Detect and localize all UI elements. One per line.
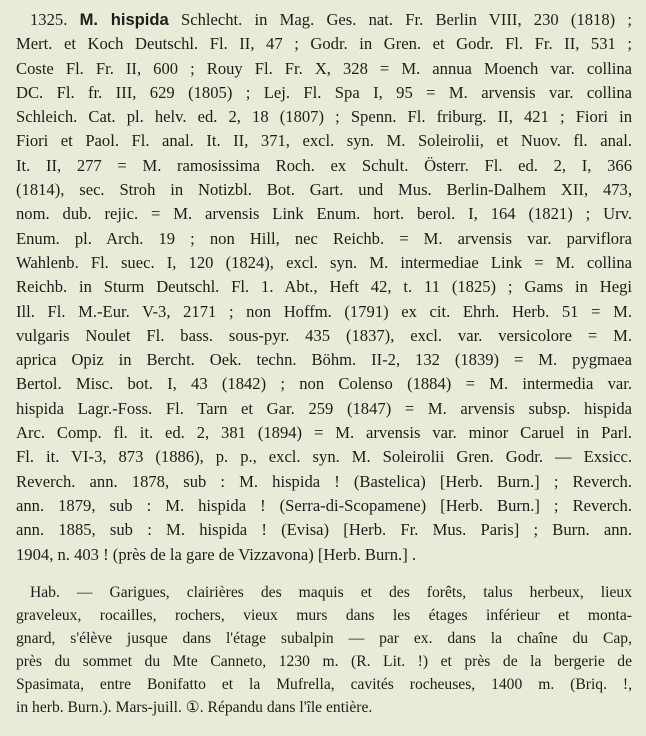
entry-line: Reichb. in Sturm Deutschl. Fl. 1. Abt., Heft 42, t. 11 (1825) ; Gams in Hegi <box>16 277 632 297</box>
entry-line: ann. 1885, sub : M. hispida ! (Evisa) [Herb. Fr. Mus. Paris] ; Burn. ann. <box>16 520 632 540</box>
entry-line: ann. 1879, sub : M. hispida ! (Serra-di-Scopamene) [Herb. Burn.] ; Reverch. <box>16 495 632 515</box>
habitat-line: près du sommet du Mte Canneto, 1230 m. (R. Lit. !) et près de la bergerie de <box>16 653 632 671</box>
entry-line: Fiori et Paol. Fl. anal. It. II, 371, excl. syn. M. Soleirolii, et Nuov. fl. anal. <box>16 131 632 151</box>
entry-line: Schleich. Cat. pl. helv. ed. 2, 18 (1807) ; Spenn. Fl. friburg. II, 421 ; Fiori in <box>16 107 632 127</box>
entry-line: Mert. et Koch Deutschl. Fl. II, 47 ; Godr. in Gren. et Godr. Fl. Fr. II, 531 ; <box>16 34 632 54</box>
habitat-line: Hab. — Garigues, clairières des maquis et des forêts, talus herbeux, lieux <box>30 584 632 601</box>
entry-line: Coste Fl. Fr. II, 600 ; Rouy Fl. Fr. X, 328 = M. annua Moench var. collina <box>16 58 632 78</box>
entry-line: Bertol. Misc. bot. I, 43 (1842) ; non Colenso (1884) = M. intermedia var. <box>16 374 632 394</box>
entry-line: Wahlenb. Fl. suec. I, 120 (1824), excl. syn. M. intermediae Link = M. collina <box>16 252 632 272</box>
entry-line: hispida Lagr.-Foss. Fl. Tarn et Gar. 259 (1847) = M. arvensis subsp. hispida <box>16 398 632 418</box>
habitat-line: in herb. Burn.). Mars-juill. ①. Répandu dans l'île entière. <box>16 699 373 717</box>
entry-line: (1814), sec. Stroh in Notizbl. Bot. Gart. und Mus. Berlin-Dalhem XII, 473, <box>16 180 632 200</box>
entry-line: DC. Fl. fr. III, 629 (1805) ; Lej. Fl. Spa I, 95 = M. arvensis var. collina <box>16 82 632 102</box>
habitat-line: gnard, s'élève jusque dans l'étage subalpin — par ex. dans la chaîne du Cap, <box>16 630 632 648</box>
entry-line: nom. dub. rejic. = M. arvensis Link Enum. hort. berol. I, 164 (1821) ; Urv. <box>16 204 632 224</box>
species-name: M. hispida <box>79 10 169 29</box>
entry-line: vulgaris Noulet Fl. bass. sous-pyr. 435 (1837), excl. var. versicolore = M. <box>16 325 632 345</box>
entry-line: Arc. Comp. fl. it. ed. 2, 381 (1894) = M. arvensis var. minor Caruel in Parl. <box>16 423 632 443</box>
entry-line <box>16 8 632 32</box>
entry-line: Reverch. ann. 1878, sub : M. hispida ! (Bastelica) [Herb. Burn.] ; Reverch. <box>16 471 632 491</box>
entry-line-text: Schlecht. in Mag. Ges. nat. Fr. Berlin VIII, 230 (1818) ; <box>168 10 632 29</box>
entry-line: aprica Opiz in Bercht. Oek. techn. Böhm. II-2, 132 (1839) = M. pygmaea <box>16 350 632 370</box>
habitat-line: Spasimata, entre Bonifatto et la Mufrella, cavités rocheuses, 1400 m. (Briq. !, <box>16 676 632 694</box>
entry-line: Ill. Fl. M.-Eur. V-3, 2171 ; non Hoffm. (1791) ex cit. Ehrh. Herb. 51 = M. <box>16 301 632 321</box>
entry-line: Fl. it. VI-3, 873 (1886), p. p., excl. syn. M. Soleirolii Gren. Godr. — Exsicc. <box>16 447 632 467</box>
species-entry <box>16 8 632 567</box>
entry-number: 1325. <box>30 10 68 29</box>
habitat-paragraph <box>16 581 632 720</box>
entry-line: It. II, 277 = M. ramosissima Roch. ex Schult. Österr. Fl. ed. 2, I, 366 <box>16 155 632 175</box>
entry-line: Enum. pl. Arch. 19 ; non Hill, nec Reichb. = M. arvensis var. parviflora <box>16 228 632 248</box>
habitat-line: graveleux, rocailles, rochers, vieux murs dans les étages inférieur et monta- <box>16 607 632 625</box>
entry-line: 1904, n. 403 ! (près de la gare de Vizzavona) [Herb. Burn.] . <box>16 544 417 564</box>
